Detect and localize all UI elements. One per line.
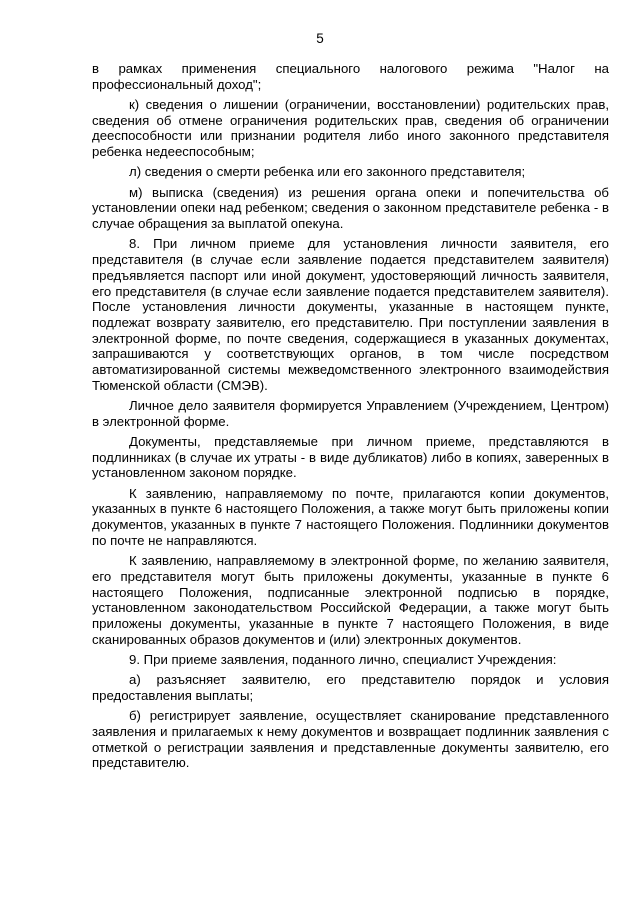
page-number: 5: [316, 31, 324, 46]
paragraph: Документы, представляемые при личном приеме, представляются в подлинниках (в случае их утраты - в виде дубликатов) либо в копиях, заверенных в установленном законом порядке.: [92, 434, 609, 481]
paragraph: в рамках применения специального налогового режима "Налог на профессиональный доход";: [92, 61, 609, 92]
paragraph: к) сведения о лишении (ограничении, восстановлении) родительских прав, сведения об отмене ограничения родительских прав, сведения об ограничении дееспособности или признании родителя либо иного законного представителя ребенка недееспособным;: [92, 97, 609, 160]
paragraph: 8. При личном приеме для установления личности заявителя, его представителя (в случае если заявление подается представителем заявителя) предъявляется паспорт или иной документ, удостоверяющий личность заявителя, его представителя (в случае если заявление подается представителем заявителя). После установления личности документы, указанные в настоящем пункте, подлежат возврату заявителю, его представителю. При поступлении заявления в электронной форме, по почте сведения, содержащиеся в указанных документах, запрашиваются у соответствующих органов, в том числе посредством автоматизированной системы межведомственного электронного взаимодействия Тюменской области (СМЭВ).: [92, 236, 609, 393]
paragraph: м) выписка (сведения) из решения органа опеки и попечительства об установлении опеки над ребенком; сведения о законном представителе ребенка - в случае обращения за выплатой опекуна.: [92, 184, 609, 232]
paragraph: К заявлению, направляемому по почте, прилагаются копии документов, указанных в пункте 6 настоящего Положения, а также могут быть приложены копии документов, указанных в пункте 7 настоящего Положения. Подлинники документов по почте не направляются.: [92, 485, 609, 548]
paragraph: Личное дело заявителя формируется Управлением (Учреждением, Центром) в электронной форме.: [92, 398, 609, 429]
paragraph: а) разъясняет заявителю, его представителю порядок и условия предоставления выплаты;: [92, 672, 609, 703]
paragraph: л) сведения о смерти ребенка или его законного представителя;: [129, 164, 526, 180]
paragraph: б) регистрирует заявление, осуществляет сканирование представленного заявления и прилагаемых к нему документов и возвращает подлинник заявления с отметкой о регистрации заявления и представленные документы заявителю, его представителю.: [92, 708, 609, 771]
document-body: [92, 61, 609, 776]
paragraph: 9. При приеме заявления, поданного лично, специалист Учреждения:: [129, 651, 557, 667]
paragraph: К заявлению, направляемому в электронной форме, по желанию заявителя, его представителя могут быть приложены документы, указанные в пункте 6 настоящего Положения, подписанные электронной подписью в порядке, установленном законодательством Российской Федерации, а также могут быть приложены документы, указанные в пункте 7 настоящего Положения, в виде сканированных образов документов и (или) электронных документов.: [92, 553, 609, 647]
